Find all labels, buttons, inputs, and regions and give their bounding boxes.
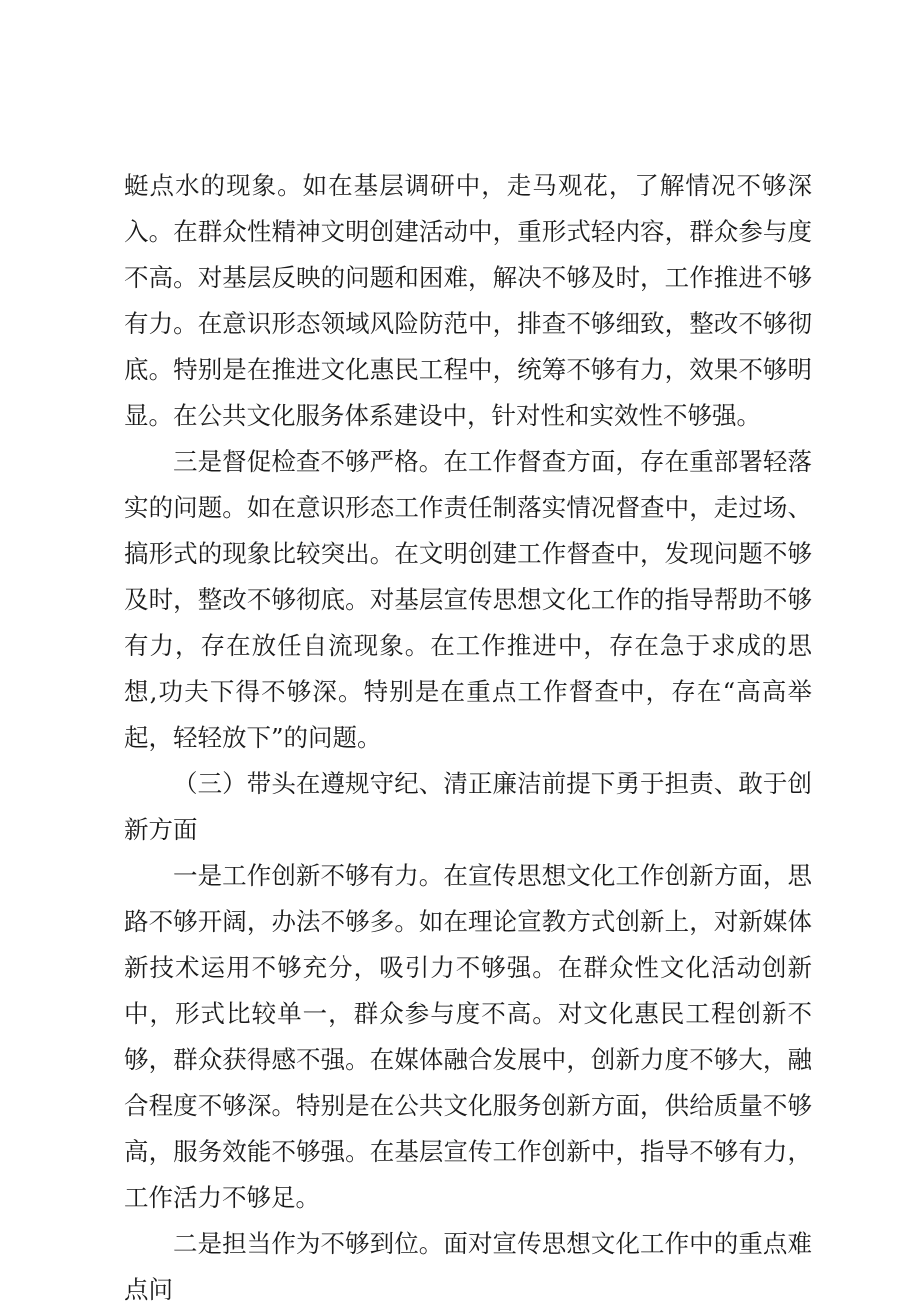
- paragraph-supervision: 三是督促检查不够严格。在工作督查方面，存在重部署轻落实的问题。如在意识形态工作责任制落实情况督查中，走过场、搞形式的现象比较突出。在文明创建工作督查中，发现问题不够及时，整改不够彻底。对基层宣传思想文化工作的指导帮助不够有力，存在放任自流现象。在工作推进中，存在急于求成的思想,功夫下得不够深。特别是在重点工作督查中，存在“高高举起，轻轻放下”的问题。: [124, 447, 812, 752]
- section-heading: （三）带头在遵规守纪、清正廉洁前提下勇于担责、敢于创新方面: [124, 769, 812, 844]
- paragraph-innovation: 一是工作创新不够有力。在宣传思想文化工作创新方面，思路不够开阔，办法不够多。如在理论宣教方式创新上，对新媒体新技术运用不够充分，吸引力不够强。在群众性文化活动创新中，形式比较单一，群众参与度不高。对文化惠民工程创新不够，群众获得感不强。在媒体融合发展中，创新力度不够大，融合程度不够深。特别是在公共文化服务创新方面，供给质量不够高，服务效能不够强。在基层宣传工作创新中，指导不够有力，工作活力不够足。: [124, 861, 812, 1212]
- paragraph-responsibility: 二是担当作为不够到位。面对宣传思想文化工作中的重点难点问: [124, 1229, 812, 1304]
- paragraph-continuation: 蜓点水的现象。如在基层调研中，走马观花，了解情况不够深入。在群众性精神文明创建活动中，重形式轻内容，群众参与度不高。对基层反映的问题和困难，解决不够及时，工作推进不够有力。在意识形态领域风险防范中，排查不够细致，整改不够彻底。特别是在推进文化惠民工程中，统筹不够有力，效果不够明显。在公共文化服务体系建设中，针对性和实效性不够强。: [124, 171, 812, 430]
- document-body: [124, 163, 812, 1313]
